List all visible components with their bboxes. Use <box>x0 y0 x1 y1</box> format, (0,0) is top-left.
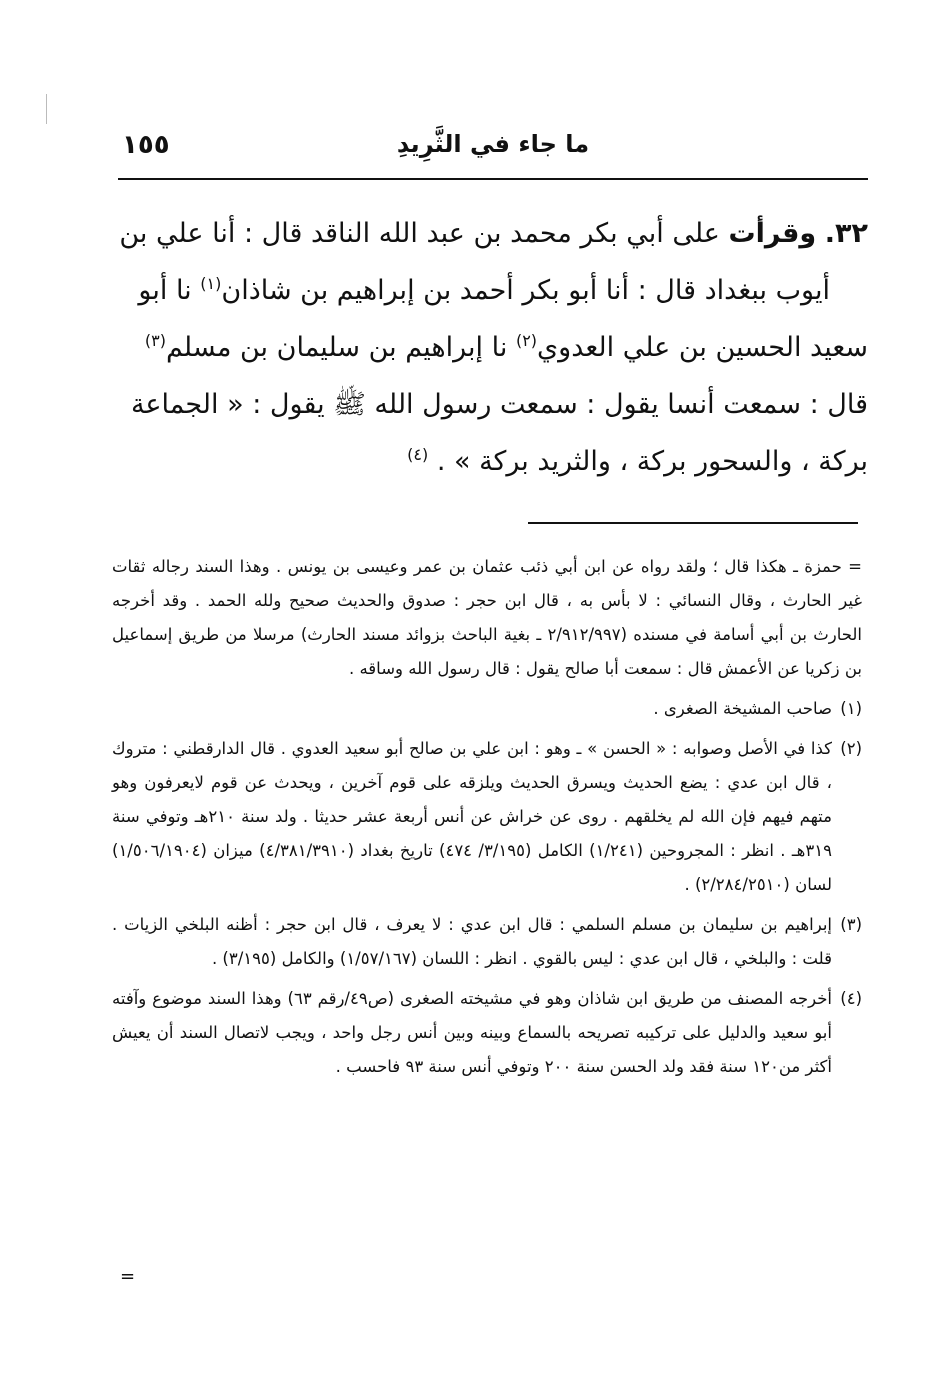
hadith-line-5 <box>110 433 868 490</box>
footnote-text: كذا في الأصل وصوابه : « الحسن » ـ وهو : ابن علي بن صالح أبو سعيد العدوي . قال الدارقطني : متروك ، قال ابن عدي : يضع الحديث ويسرق الحديث ويلزقه على قوم آخرين ، ويحدث عن قوم لايعرفون وهو متهم فيهم فإن الله لم يخلقهم . روى عن خراش عن أنس أربعة عشر حديثا . ولد سنة ٢١٠هـ وتوفي سنة ٣١٩هـ . انظر : المجروحين (١/٢٤١) الكامل (٣/١٩٥/ ٤٧٤) تاريخ بغداد (٤/٣٨١/٣٩١٠) ميزان (١/٥٠٦/١٩٠٤) لسان (٢/٢٨٤/٢٥١٠) . <box>112 739 832 894</box>
hadith-line-4: قال : سمعت أنسا يقول : سمعت رسول الله ﷺ يقول : « الجماعة <box>130 389 868 420</box>
continues-mark: = <box>120 1266 136 1287</box>
hadith-line-5-text: بركة ، والسحور بركة ، والثريد بركة » . <box>436 446 868 477</box>
footnote-number: (٣) <box>840 915 862 934</box>
footnote-3 <box>112 908 862 976</box>
chapter-title: ما جاء في الثَّرِيدِ <box>396 130 590 158</box>
footnote-text: أخرجه المصنف من طريق ابن شاذان وهو في مشيخته الصغرى (ص٤٩/رقم ٦٣) وهذا السند موضوع وآفته أبو سعيد والدليل على تركيبه تصريحه بالسماع وبينه وبين أنس رجل واحد ، ويجب لاتصال السند أن يعيش أكثر من١٢٠ سنة فقد ولد الحسن سنة ٢٠٠ وتوفي أنس سنة ٩٣ فاحسب . <box>112 989 832 1076</box>
hadith-line-1 <box>110 205 868 262</box>
footnote-number: (٢) <box>840 739 862 758</box>
footnote-2 <box>112 732 862 902</box>
footnotes <box>112 550 862 1090</box>
footnote-separator <box>528 522 858 524</box>
footnote-ref-4[interactable]: (٤) <box>407 445 429 464</box>
hadith-paragraph <box>110 205 868 490</box>
footnote-number: (٤) <box>840 989 862 1008</box>
page-number: ١٥٥ <box>122 130 170 160</box>
footnote-text: إبراهيم بن سليمان بن مسلم السلمي : قال ابن عدي : لا يعرف ، قال ابن حجر : أظنه البلخي الزيات . قلت : والبلخي ، قال ابن عدي : ليس بالقوي . انظر : اللسان (١/٥٧/١٦٧) والكامل (٣/١٩٥) . <box>112 915 832 968</box>
hadith-lead-word: وقرأت <box>728 218 817 249</box>
hadith-line-3-text-b: نا إبراهيم بن سليمان بن مسلم <box>165 332 516 363</box>
hadith-line-2-text-b: نا أبو <box>138 275 201 306</box>
hadith-line-2 <box>110 262 868 319</box>
hadith-line-3 <box>110 319 868 376</box>
scan-mark <box>46 94 47 124</box>
hadith-line-1-text: على أبي بكر محمد بن عبد الله الناقد قال : أنا علي بن <box>119 218 720 249</box>
footnote-ref-2[interactable]: (٢) <box>515 331 538 350</box>
footnote-ref-1[interactable]: (١) <box>200 274 222 293</box>
hadith-line-2-text-a: أيوب ببغداد قال : أنا أبو بكر أحمد بن إبراهيم بن شاذان <box>221 275 830 306</box>
footnote-text: صاحب المشيخة الصغرى . <box>653 699 832 718</box>
running-header <box>118 128 868 174</box>
footnote-continuation: = حمزة ـ هكذا قال ؛ ولقد رواه عن ابن أبي ذئب عثمان بن عمر وعيسى بن يونس . وهذا السند رجاله ثقات غير الحارث ، وقال النسائي : لا بأس به ، قال ابن حجر : صدوق والحديث صحيح ولله الحمد . وقد أخرجه الحارث بن أبي أسامة في مسنده (٢/٩١٢/٩٩٧ ـ بغية الباحث بزوائد مسند الحارث) مرسلا من طريق إسماعيل بن زكريا عن الأعمش قال : سمعت أبا صالح يقول : قال رسول الله وساقه . <box>112 557 862 678</box>
header-rule <box>118 178 868 180</box>
footnote-1 <box>112 692 862 726</box>
footnote-ref-3[interactable]: (٣) <box>144 331 166 350</box>
hadith-text <box>110 205 868 490</box>
footnote-4 <box>112 982 862 1084</box>
footnote-number: (١) <box>840 699 862 718</box>
hadith-number: ٣٢. <box>824 218 868 249</box>
hadith-line-3-text-a: سعيد الحسين بن علي العدوي <box>537 332 868 363</box>
